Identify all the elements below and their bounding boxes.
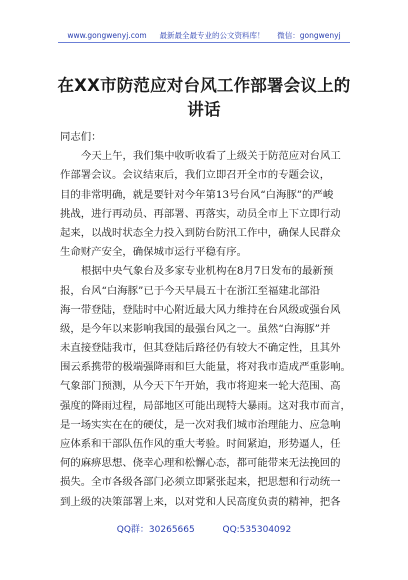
paragraph-line: 生命财产安全，确保城市运行平稳有序。 <box>60 246 248 259</box>
title-line-2: 讲话 <box>187 100 221 119</box>
paragraph-line: 未直接登陆我市，但其登陆后路径仍有较大不确定性，且其外 <box>60 342 341 355</box>
document-body <box>60 128 360 512</box>
header-site-url[interactable]: www.gongwenyj.com <box>67 31 147 40</box>
paragraph-line: 海一带登陆，登陆时中心附近最大风力维持在台风级或强台风 <box>60 303 341 316</box>
paragraph-line: 根据中央气象台及多家专业机构在8月7日发布的最新预 <box>81 265 334 278</box>
header-slogan: 最新最全最专业的公文资料库！ <box>159 31 265 40</box>
paragraph-line: 到上级的决策部署上来，以对党和人民高度负责的精神，把各 <box>60 495 341 508</box>
paragraph <box>60 262 360 511</box>
paragraph-line: 强度的降雨过程，局部地区可能出现特大暴雨。这对我市而言， <box>60 399 351 412</box>
title-line-1: 在XX市防范应对台风工作部署会议上的 <box>57 76 351 95</box>
paragraph-line: 损失。全市各级各部门必须立即紧张起来，把思想和行动统一 <box>60 476 341 489</box>
paragraph-line: 何的麻痹思想、侥幸心理和松懈心态，都可能带来无法挽回的 <box>60 457 341 470</box>
paragraph-line: 起来，以战时状态全力投入到防台防汛工作中，确保人民群众 <box>60 226 341 239</box>
paragraph-line: 级，是今年以来影响我国的最强台风之一。虽然“白海豚”并 <box>60 322 331 335</box>
paragraph <box>60 147 360 262</box>
header-wechat: 微信：gongwenyj <box>277 31 341 40</box>
footer-qq-group: QQ群：30265665 <box>116 525 195 535</box>
page-footer <box>0 522 408 535</box>
header-divider <box>58 42 350 43</box>
paragraph-line: 目的非常明确，就是要针对今年第13号台风“白海豚”的严峻 <box>60 188 334 201</box>
paragraph-line: 作部署会议。会议结束后，我们立即召开全市的专题会议， <box>60 169 331 182</box>
paragraph-line: 今天上午，我们集中收听收看了上级关于防范应对台风工 <box>81 150 341 163</box>
paragraph-line: 是一场实实在在的硬仗，是一次对我们城市治理能力、应急响 <box>60 418 341 431</box>
salutation: 同志们： <box>60 131 102 143</box>
paragraph-line: 应体系和干部队伍作风的重大考验。时间紧迫，形势逼人，任 <box>60 438 341 450</box>
paragraph-line: 挑战，进行再动员、再部署、再落实，动员全市上下立即行动 <box>60 207 341 220</box>
page-header <box>0 30 408 41</box>
paragraph-list <box>60 147 360 512</box>
footer-qq: QQ:535304092 <box>222 525 292 535</box>
paragraph-line: 报，台风“白海豚”已于今天早晨五十在浙江至福建北部沿 <box>60 284 320 297</box>
paragraph-line: 气象部门预测，从今天下午开始，我市将迎来一轮大范围、高 <box>60 380 341 393</box>
document-title <box>40 74 368 122</box>
paragraph-line: 围云系携带的极端强降雨和巨大能量，将对我市造成严重影响。 <box>60 361 351 374</box>
